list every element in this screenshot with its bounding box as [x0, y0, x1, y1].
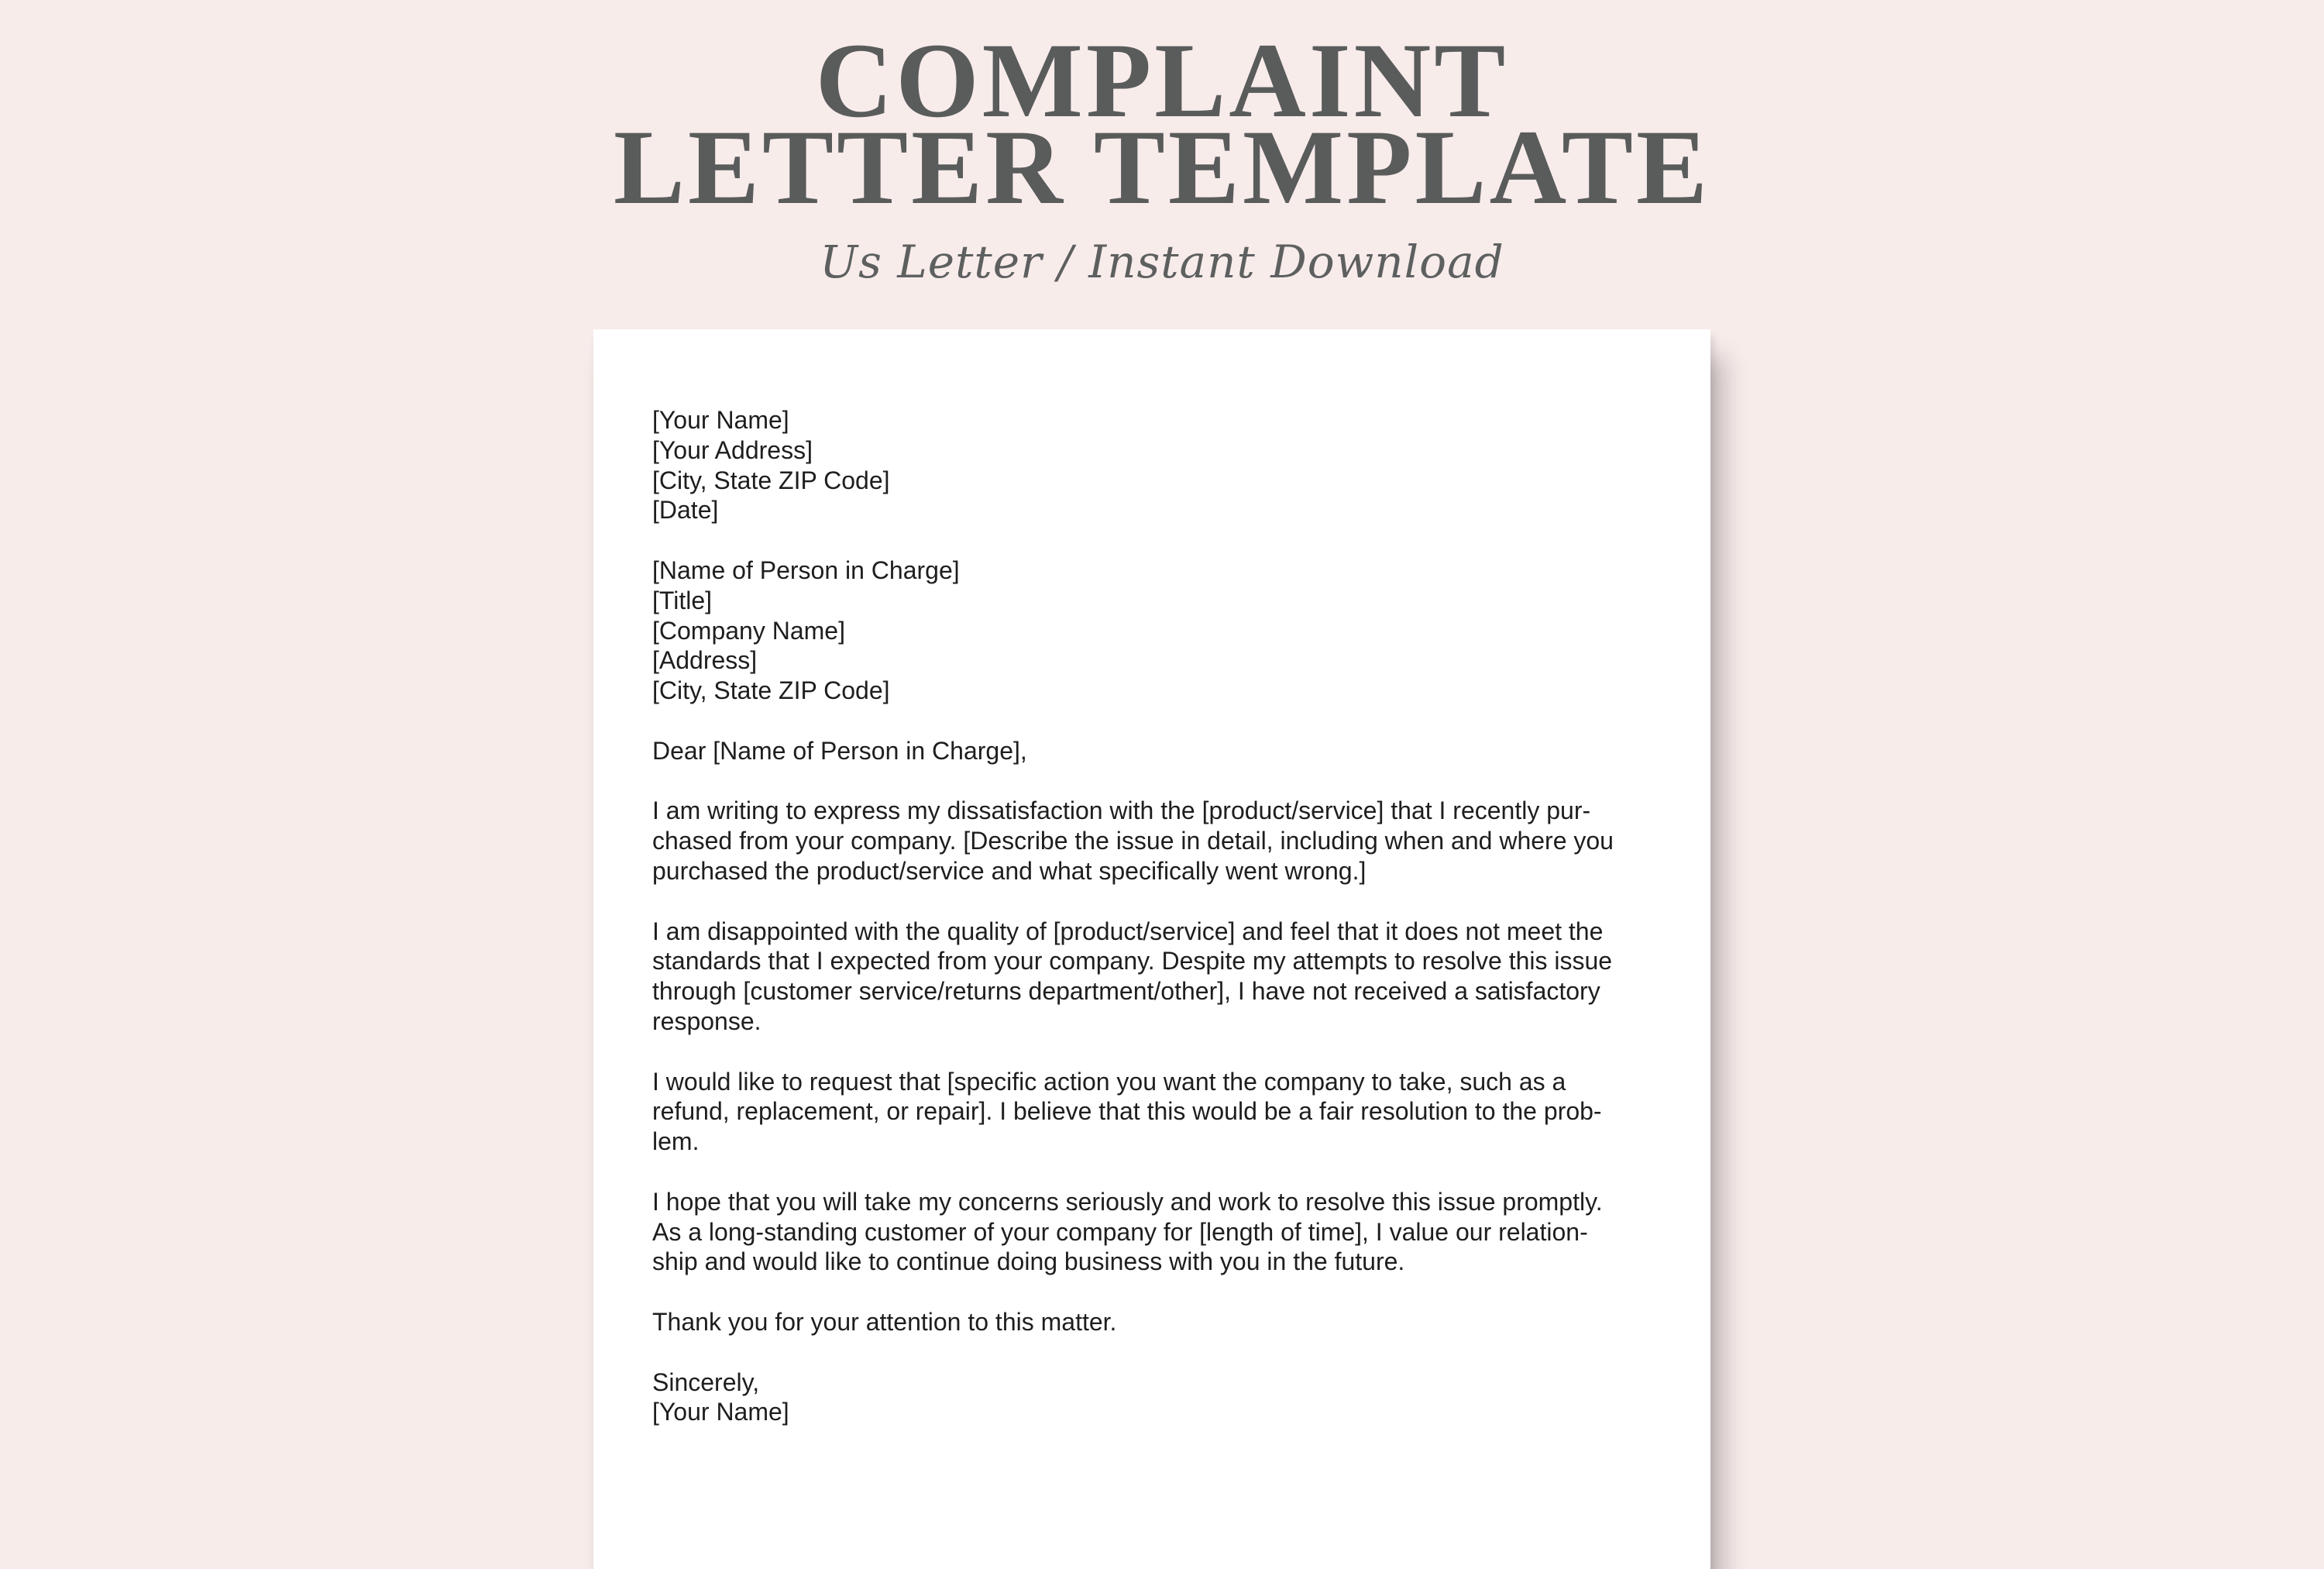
- recipient-name: [Name of Person in Charge]: [652, 556, 960, 584]
- letter-sheet: [593, 329, 1710, 1569]
- closing: [652, 1368, 1659, 1428]
- paragraph-line: chased from your company. [Describe the issue in detail, including when and where you: [652, 827, 1614, 855]
- sender-address-line: [Your Address]: [652, 435, 813, 464]
- recipient-company: [Company Name]: [652, 616, 845, 645]
- sender-address: [652, 405, 1659, 525]
- paragraph-3: [652, 1067, 1659, 1157]
- page-header: [0, 21, 2324, 293]
- paragraph-line: I would like to request that [specific action you want the company to take, such as a: [652, 1067, 1566, 1096]
- paragraph-line: response.: [652, 1006, 761, 1035]
- letter-body: [652, 405, 1659, 1457]
- salutation: [652, 736, 1659, 766]
- paragraph-line: I hope that you will take my concerns seriously and work to resolve this issue promptly.: [652, 1187, 1603, 1216]
- paragraph-1: [652, 796, 1659, 886]
- salutation-text: Dear [Name of Person in Charge],: [652, 736, 1027, 765]
- thanks-text: Thank you for your attention to this matter.: [652, 1307, 1117, 1336]
- thanks-line: [652, 1307, 1659, 1337]
- paragraph-2: [652, 917, 1659, 1037]
- sender-city-state-zip: [City, State ZIP Code]: [652, 466, 890, 494]
- recipient-address-line: [Address]: [652, 646, 758, 675]
- paragraph-line: I am disappointed with the quality of [product/service] and feel that it does not meet the: [652, 917, 1604, 945]
- paragraph-line: I am writing to express my dissatisfaction with the [product/service] that I recently pur-: [652, 797, 1591, 825]
- sender-name: [Your Name]: [652, 406, 789, 434]
- signature-name: [Your Name]: [652, 1398, 789, 1426]
- paragraph-4: [652, 1187, 1659, 1277]
- recipient-title: [Title]: [652, 586, 713, 614]
- title-line-1: COMPLAINT: [815, 21, 1509, 139]
- closing-text: Sincerely,: [652, 1368, 760, 1396]
- recipient-address: [652, 556, 1659, 706]
- recipient-city-state-zip: [City, State ZIP Code]: [652, 676, 890, 705]
- paragraph-line: As a long-standing customer of your company for [length of time], I value our relation-: [652, 1217, 1588, 1246]
- paragraph-line: refund, replacement, or repair]. I believe that this would be a fair resolution to the prob-: [652, 1097, 1602, 1126]
- paragraph-line: lem.: [652, 1127, 700, 1156]
- subtitle: Us Letter / Instant Download: [820, 236, 1504, 288]
- paragraph-line: through [customer service/returns department/other], I have not received a satisfactory: [652, 977, 1600, 1006]
- title-line-2: LETTER TEMPLATE: [613, 108, 1711, 226]
- paragraph-line: purchased the product/service and what specifically went wrong.]: [652, 856, 1367, 885]
- paragraph-line: ship and would like to continue doing business with you in the future.: [652, 1247, 1405, 1276]
- paragraph-line: standards that I expected from your company. Despite my attempts to resolve this issue: [652, 947, 1613, 975]
- letter-date: [Date]: [652, 496, 719, 525]
